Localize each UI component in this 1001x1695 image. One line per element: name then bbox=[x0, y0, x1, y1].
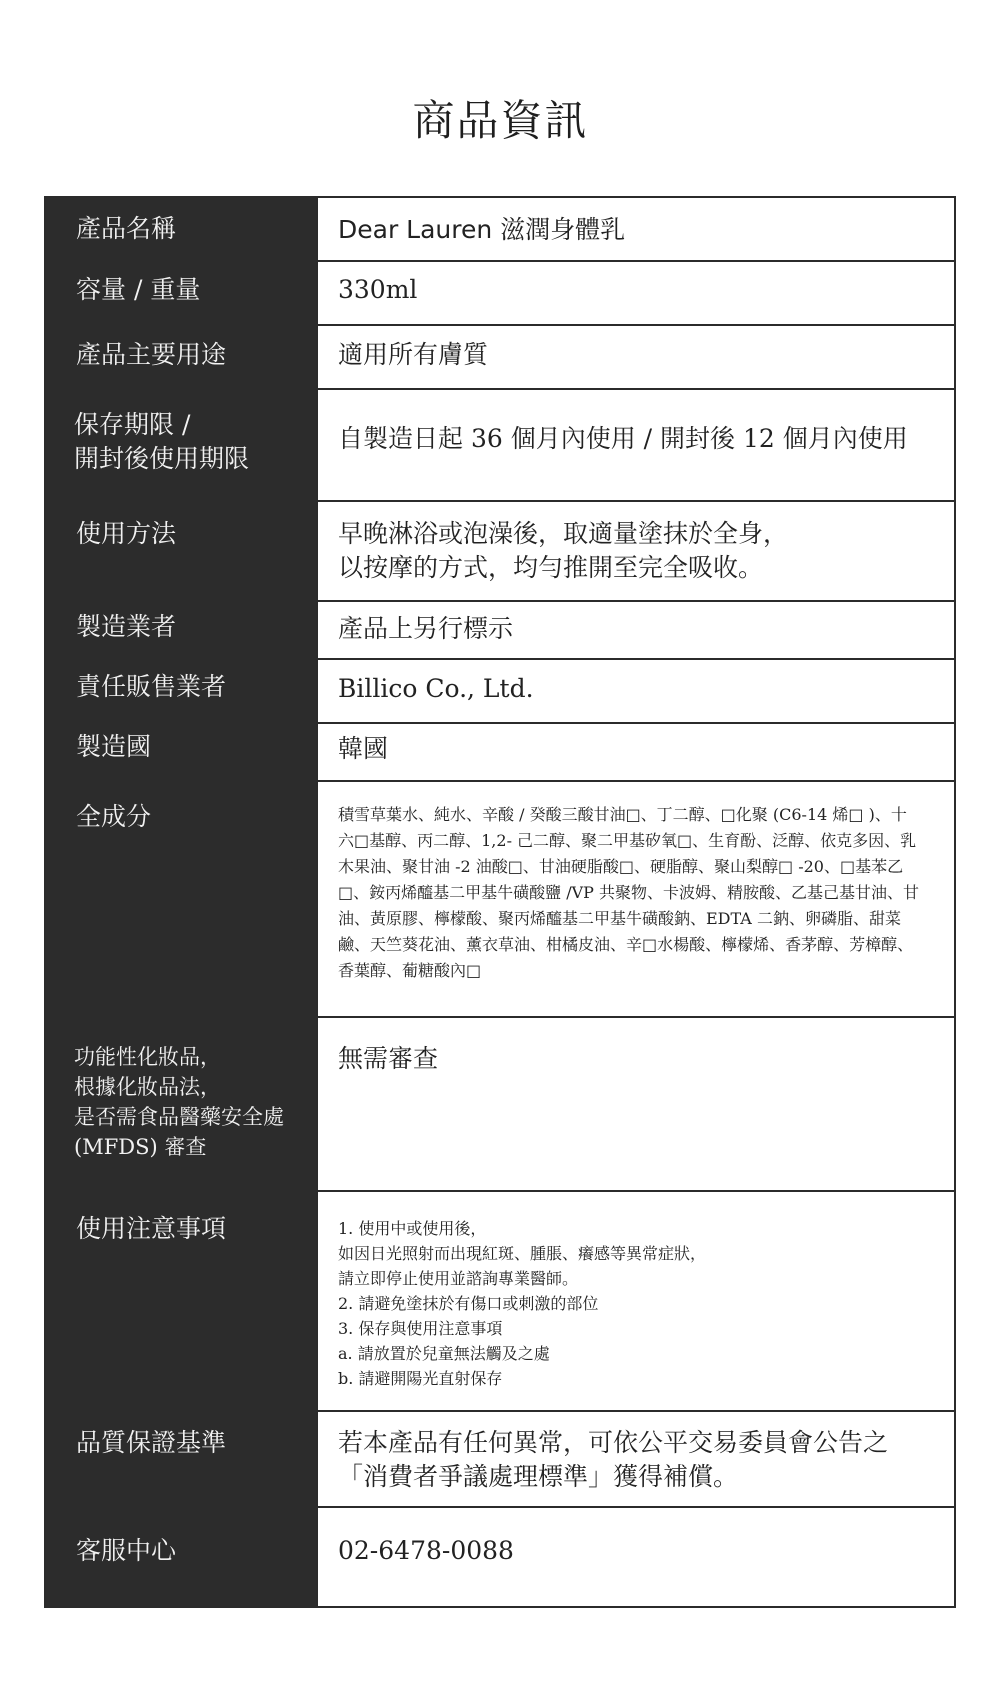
product-info-table bbox=[44, 196, 956, 1608]
row-value: Billico Co., Ltd. bbox=[316, 658, 954, 722]
row-value: 積雪草葉水、純水、辛酸 / 癸酸三酸甘油□、丁二醇、□化聚 (C6-14 烯□ )、十六□基醇、丙二醇、1,2- 己二醇、聚二甲基矽氧□、生育酚、泛醇、依克多因、乳木果油、聚甘油 -2 油酸□、甘油硬脂酸□、硬脂醇、聚山梨醇□ -20、□基苯乙□、銨丙烯醯基二甲基牛磺酸鹽 /VP 共聚物、卡波姆、精胺酸、乙基己基甘油、甘油、黃原膠、檸檬酸、聚丙烯醯基二甲基牛磺酸鈉、EDTA 二鈉、卵磷脂、甜菜鹼、天竺葵花油、薰衣草油、柑橘皮油、辛□水楊酸、檸檬烯、香茅醇、芳樟醇、香葉醇、葡糖酸內□ bbox=[316, 780, 954, 1016]
row-value: 韓國 bbox=[316, 722, 954, 780]
table-row bbox=[46, 600, 954, 660]
row-value: 330ml bbox=[316, 260, 954, 324]
row-value: 適用所有膚質 bbox=[316, 324, 954, 388]
table-row bbox=[46, 1410, 954, 1508]
row-value: 無需審查 bbox=[316, 1016, 954, 1190]
table-row bbox=[46, 722, 954, 782]
table-row bbox=[46, 1506, 954, 1606]
table-row bbox=[46, 198, 954, 262]
row-label: 責任販售業者 bbox=[46, 658, 316, 722]
row-value: 若本產品有任何異常，可依公平交易委員會公告之 「消費者爭議處理標準」獲得補償。 bbox=[316, 1410, 954, 1506]
page-title: 商品資訊 bbox=[412, 96, 589, 145]
row-label: 全成分 bbox=[46, 780, 316, 1016]
row-label: 功能性化妝品， 根據化妝品法， 是否需食品醫藥安全處 (MFDS) 審查 bbox=[46, 1016, 316, 1190]
row-value: 1. 使用中或使用後， 如因日光照射而出現紅斑、腫脹、癢感等異常症狀， 請立即停止使用並諮詢專業醫師。 2. 請避免塗抹於有傷口或刺激的部位 3. 保存與使用注意事項 a. 請放置於兒童無法觸及之處 b. 請避開陽光直射保存 bbox=[316, 1190, 954, 1410]
row-value: Dear Lauren 滋潤身體乳 bbox=[316, 198, 954, 260]
row-label: 製造國 bbox=[46, 722, 316, 780]
row-label: 產品主要用途 bbox=[46, 324, 316, 388]
row-label: 製造業者 bbox=[46, 600, 316, 658]
row-label: 使用方法 bbox=[46, 500, 316, 600]
table-row bbox=[46, 1190, 954, 1412]
table-row bbox=[46, 324, 954, 390]
row-label: 使用注意事項 bbox=[46, 1190, 316, 1410]
row-value: 產品上另行標示 bbox=[316, 600, 954, 658]
row-label: 容量 / 重量 bbox=[46, 260, 316, 324]
row-label: 保存期限 / 開封後使用期限 bbox=[46, 388, 316, 500]
row-value: 自製造日起 36 個月內使用 / 開封後 12 個月內使用 bbox=[316, 388, 954, 500]
row-value: 早晚淋浴或泡澡後，取適量塗抹於全身， 以按摩的方式，均勻推開至完全吸收。 bbox=[316, 500, 954, 600]
row-label: 品質保證基準 bbox=[46, 1410, 316, 1506]
table-row bbox=[46, 500, 954, 602]
table-row bbox=[46, 1016, 954, 1192]
row-value: 02-6478-0088 bbox=[316, 1506, 954, 1606]
table-row bbox=[46, 658, 954, 724]
table-row bbox=[46, 260, 954, 326]
table-row bbox=[46, 780, 954, 1018]
row-label: 產品名稱 bbox=[46, 198, 316, 260]
row-label: 客服中心 bbox=[46, 1506, 316, 1606]
table-row bbox=[46, 388, 954, 502]
